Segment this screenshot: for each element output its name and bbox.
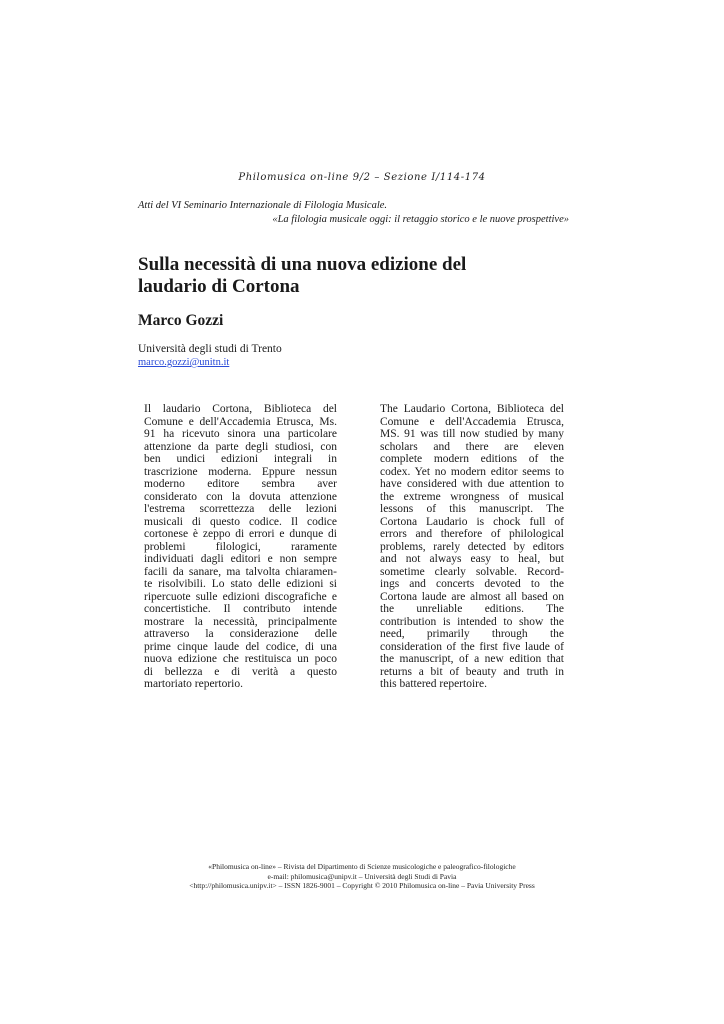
abstract-line: Comune e dell'Accademia Etrusca,: [380, 415, 564, 428]
abstract-line: nuova edizione che restituisca un poco: [144, 653, 337, 665]
footer-line-1: «Philomusica on-line» – Rivista del Dipartimento di Scienze musicologiche e paleografico-filologiche: [208, 862, 516, 871]
abstract-line: problemi filologici, raramente: [144, 540, 337, 553]
abstract-line: attraverso la considerazione delle: [144, 628, 337, 640]
abstract-line: errors and therefore of philological: [380, 528, 564, 540]
abstract-line: codex. Yet no modern editor seems to: [380, 465, 564, 478]
article-title: [138, 254, 569, 298]
abstract-line: the manuscript, of a new edition that: [380, 653, 564, 665]
abstract-line: Il laudario Cortona, Biblioteca del: [144, 403, 337, 415]
abstract-line: the extreme wrongness of musical: [380, 490, 564, 503]
abstract-line: concertistiche. Il contributo intende: [144, 603, 337, 615]
abstract-line: l'estrema scorrettezza delle lezioni: [144, 503, 337, 515]
abstract-line: attenzione da parte degli studiosi, con: [144, 440, 337, 453]
author-affiliation-block: [138, 343, 282, 369]
abstract-english: [380, 403, 564, 691]
abstract-line: ings and concerts devoted to the: [380, 578, 564, 590]
abstract-line: problems, rarely detected by editors: [380, 540, 564, 553]
affiliation: Università degli studi di Trento: [138, 343, 282, 355]
conference-info: [138, 199, 569, 226]
abstract-line: individuati dagli editori e non sempre: [144, 553, 337, 565]
conference-line-2: «La filologia musicale oggi: il retaggio storico e le nuove prospettive»: [272, 213, 569, 225]
abstract-line: mostrare la necessità, principalmente: [144, 615, 337, 628]
abstract-line: 91 ha ricevuto sinora una particolare: [144, 428, 337, 440]
abstract-line: moderno editore sembra aver: [144, 478, 337, 490]
abstract-line: ripercuote sulle edizioni discografiche e: [144, 590, 337, 603]
abstract-line: ben undici edizioni integrali in: [144, 453, 337, 465]
abstract-line: martoriato repertorio.: [144, 678, 243, 690]
abstract-line: Cortona Laudario is chock full of: [380, 515, 564, 528]
journal-header: Philomusica on-line 9/2 – Sezione I/114-174: [238, 172, 486, 183]
abstract-line: and not always easy to heal, but: [380, 553, 564, 565]
abstract-line: contribution is intended to show the: [380, 615, 564, 628]
author-email-link[interactable]: marco.gozzi@unitn.it: [138, 357, 230, 368]
footer-line-3: <http://philomusica.unipv.it> – ISSN 1826-9001 – Copyright © 2010 Philomusica on-line – Pavia University Press: [189, 881, 535, 890]
abstract-line: cortonese è zeppo di errori e dunque di: [144, 528, 337, 540]
abstract-line: The Laudario Cortona, Biblioteca del: [380, 403, 564, 415]
abstract-line: this battered repertoire.: [380, 678, 487, 690]
abstract-line: considerato con la dovuta attenzione: [144, 490, 337, 503]
conference-line-1: Atti del VI Seminario Internazionale di Filologia Musicale.: [138, 200, 388, 211]
title-line-1: Sulla necessità di una nuova edizione del: [138, 254, 467, 275]
abstract-line: prime cinque laude del codice, di una: [144, 640, 337, 653]
author-name: Marco Gozzi: [138, 312, 224, 329]
abstract-line: sometime clearly solvable. Record-: [380, 565, 564, 578]
abstract-line: returns a bit of beauty and truth in: [380, 665, 564, 678]
abstract-line: Comune e dell'Accademia Etrusca, Ms.: [144, 415, 337, 428]
abstract-line: scholars and there are eleven: [380, 440, 564, 453]
abstract-line: complete modern editions of the: [380, 453, 564, 465]
abstract-line: have considered with due attention to: [380, 478, 564, 490]
abstract-line: di bellezza e di verità a questo: [144, 665, 337, 678]
abstract-line: te risolvibili. Lo stato delle edizioni si: [144, 578, 337, 590]
abstract-line: consideration of the first five laude of: [380, 640, 564, 653]
abstract-line: musicali di questo codice. Il codice: [144, 515, 337, 528]
abstract-line: MS. 91 was till now studied by many: [380, 428, 564, 440]
page-footer: [0, 862, 724, 891]
abstract-line: lessons of this manuscript. The: [380, 503, 564, 515]
abstract-italian: [144, 403, 337, 691]
abstract-line: Cortona laude are almost all based on: [380, 590, 564, 603]
abstract-line: the unreliable editions. The: [380, 603, 564, 615]
abstract-line: need, primarily through the: [380, 628, 564, 640]
footer-line-2: e-mail: philomusica@unipv.it – Università degli Studi di Pavia: [267, 871, 457, 881]
title-line-2: laudario di Cortona: [138, 276, 300, 297]
abstract-line: facili da sanare, ma talvolta chiaramen-: [144, 565, 337, 578]
abstract-line: trascrizione moderna. Eppure nessun: [144, 465, 337, 478]
